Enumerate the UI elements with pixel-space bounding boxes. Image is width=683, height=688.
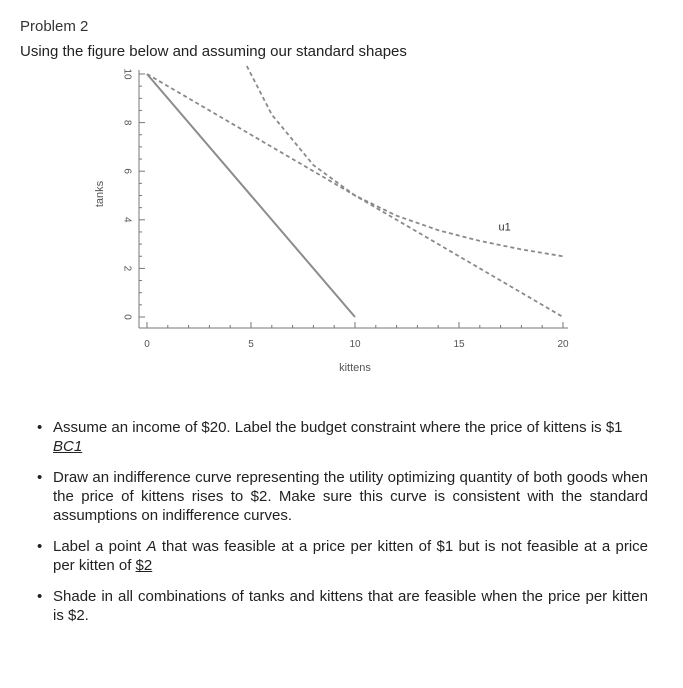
y-tick-label: 4: [121, 217, 133, 223]
y-tick-label: 10: [121, 68, 133, 80]
task-text: Assume an income of $20. Label the budget constraint where the price of kittens is $1: [53, 419, 623, 436]
y-tick-label: 8: [121, 119, 133, 126]
x-tick-label: 10: [349, 339, 361, 350]
list-item: [33, 468, 648, 525]
x-tick-label: 0: [144, 339, 150, 350]
problem-title: Problem 2: [20, 18, 89, 35]
y-axis-label: tanks: [94, 180, 106, 208]
task-text: that was feasible at a price per kitten of $1 but is not feasible at a price per kitten of: [53, 538, 649, 574]
x-tick-label: 20: [557, 339, 569, 350]
task-list: [33, 418, 648, 637]
list-item: [33, 537, 648, 575]
bc1-label: BC1: [53, 438, 83, 455]
price-label: $2: [135, 557, 153, 574]
task-text: Draw an indifference curve representing the utility optimizing quantity of both goods when the price of kittens rises to $2. Make sure this curve is consistent with the standard assumptions on indifference curves.: [53, 469, 648, 524]
x-tick-label: 15: [453, 339, 465, 350]
x-tick-label: 5: [248, 339, 254, 350]
bullet: •: [37, 419, 43, 436]
intro-text: Using the figure below and assuming our standard shapes: [20, 43, 407, 60]
list-item: [33, 587, 648, 625]
task-text: Label a point: [53, 538, 147, 555]
list-item: [33, 418, 648, 456]
task-text: Shade in all combinations of tanks and kittens that are feasible when the price per kitten is $2.: [53, 588, 648, 624]
y-tick-label: 2: [121, 265, 133, 272]
bullet: •: [37, 538, 43, 555]
y-tick-label: 6: [121, 168, 133, 174]
point-label: A: [146, 538, 157, 555]
u1-label: u1: [498, 221, 511, 234]
bullet: •: [37, 469, 43, 486]
bullet: •: [37, 588, 43, 605]
budget-line-solid: [147, 74, 355, 317]
y-tick-label: 0: [121, 314, 133, 320]
indifference-curve-u1: [247, 66, 563, 256]
x-axis-label: kittens: [339, 362, 371, 374]
